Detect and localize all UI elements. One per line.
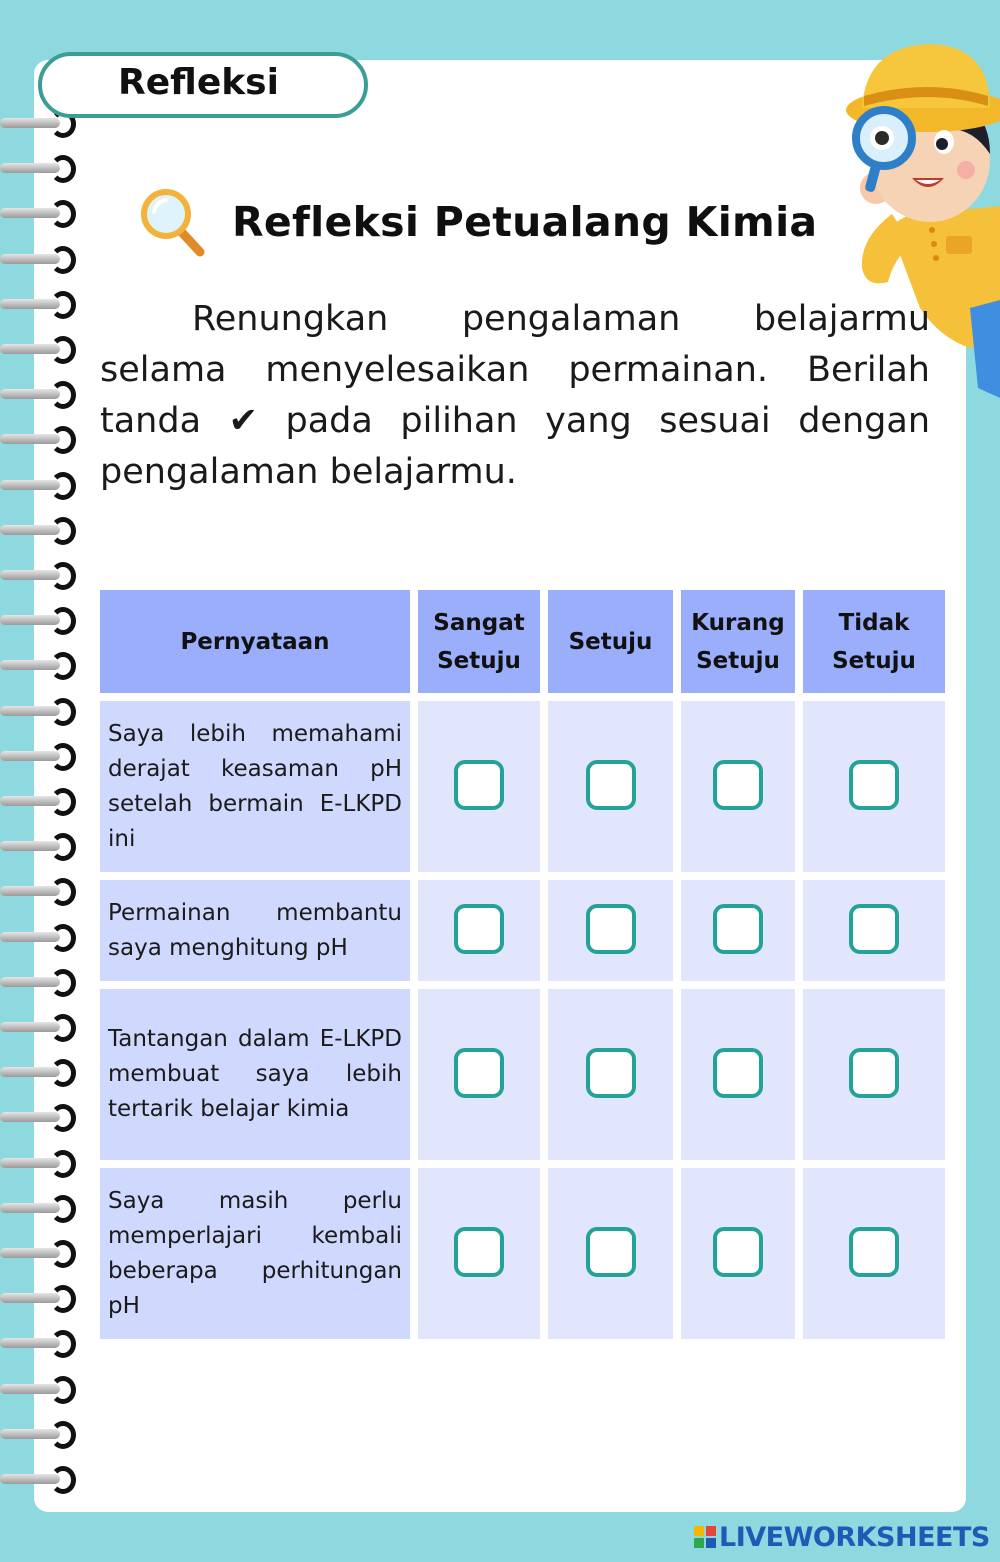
spiral-ring (0, 1195, 78, 1221)
option-cell (548, 880, 673, 981)
spiral-ring (0, 200, 78, 226)
checkbox-strongly-agree[interactable] (454, 1048, 504, 1098)
section-tag-label: Refleksi (118, 62, 279, 103)
spiral-ring (0, 472, 78, 498)
spiral-ring (0, 381, 78, 407)
spiral-ring (0, 1059, 78, 1085)
header-agree: Setuju (548, 590, 673, 693)
table-row (100, 1168, 945, 1339)
liveworksheets-brand (694, 1521, 990, 1553)
checkmark-icon: ✔ (228, 401, 258, 441)
option-cell (418, 989, 540, 1160)
spiral-ring (0, 562, 78, 588)
spiral-ring (0, 607, 78, 633)
table-row (100, 880, 945, 981)
spiral-ring (0, 1376, 78, 1402)
spiral-ring (0, 291, 78, 317)
option-cell (681, 880, 795, 981)
header-less-agree: Kurang Setuju (681, 590, 795, 693)
instruction-text (100, 294, 930, 498)
header-statement: Pernyataan (100, 590, 410, 693)
page-title: Refleksi Petualang Kimia (232, 198, 818, 246)
spiral-ring (0, 788, 78, 814)
instruction-part-1: Renungkan pengalaman belajarmu selama menyelesaikan permainan. Berilah tanda (100, 299, 930, 441)
option-cell (548, 701, 673, 872)
reflection-table (92, 582, 953, 1347)
spiral-ring (0, 1104, 78, 1130)
option-cell (418, 880, 540, 981)
checkbox-disagree[interactable] (849, 760, 899, 810)
spiral-ring (0, 833, 78, 859)
checkbox-less-agree[interactable] (713, 1227, 763, 1277)
checkbox-disagree[interactable] (849, 1227, 899, 1277)
option-cell (681, 1168, 795, 1339)
statement-cell: Tantangan dalam E-LKPD membuat saya lebih tertarik belajar kimia (100, 989, 410, 1160)
spiral-ring (0, 652, 78, 678)
section-tag (38, 52, 368, 118)
statement-cell: Saya masih perlu memperlajari kembali beberapa perhitungan pH (100, 1168, 410, 1339)
spiral-ring (0, 517, 78, 543)
checkbox-less-agree[interactable] (713, 1048, 763, 1098)
checkbox-strongly-agree[interactable] (454, 1227, 504, 1277)
statement-cell: Saya lebih memahami derajat keasaman pH setelah bermain E-LKPD ini (100, 701, 410, 872)
option-cell (681, 701, 795, 872)
spiral-ring (0, 246, 78, 272)
spiral-ring (0, 1466, 78, 1492)
spiral-ring (0, 924, 78, 950)
spiral-ring (0, 1285, 78, 1311)
spiral-ring (0, 155, 78, 181)
option-cell (803, 989, 945, 1160)
brand-name: LIVEWORKSHEETS (719, 1521, 990, 1553)
spiral-ring (0, 1014, 78, 1040)
checkbox-strongly-agree[interactable] (454, 904, 504, 954)
checkbox-agree[interactable] (586, 904, 636, 954)
option-cell (681, 989, 795, 1160)
checkbox-disagree[interactable] (849, 1048, 899, 1098)
option-cell (418, 701, 540, 872)
spiral-ring (0, 426, 78, 452)
checkbox-less-agree[interactable] (713, 760, 763, 810)
option-cell (803, 701, 945, 872)
magnifying-glass-icon (138, 186, 208, 258)
table-row (100, 989, 945, 1160)
checkbox-agree[interactable] (586, 760, 636, 810)
header-disagree: Tidak Setuju (803, 590, 945, 693)
option-cell (548, 989, 673, 1160)
checkbox-agree[interactable] (586, 1227, 636, 1277)
checkbox-agree[interactable] (586, 1048, 636, 1098)
spiral-ring (0, 698, 78, 724)
spiral-ring (0, 1150, 78, 1176)
spiral-ring (0, 1421, 78, 1447)
spiral-binding (0, 110, 80, 1470)
spiral-ring (0, 1330, 78, 1356)
liveworksheets-logo-icon (694, 1526, 716, 1548)
spiral-ring (0, 743, 78, 769)
option-cell (548, 1168, 673, 1339)
spiral-ring (0, 1240, 78, 1266)
spiral-ring (0, 878, 78, 904)
header-strongly-agree: Sangat Setuju (418, 590, 540, 693)
option-cell (803, 880, 945, 981)
checkbox-less-agree[interactable] (713, 904, 763, 954)
table-row (100, 701, 945, 872)
option-cell (803, 1168, 945, 1339)
spiral-ring (0, 336, 78, 362)
instruction-part-2: pada pilihan yang sesuai dengan pengalaman belajarmu. (100, 401, 930, 492)
checkbox-strongly-agree[interactable] (454, 760, 504, 810)
table-header-row (100, 590, 945, 693)
spiral-ring (0, 969, 78, 995)
statement-cell: Permainan membantu saya menghitung pH (100, 880, 410, 981)
option-cell (418, 1168, 540, 1339)
checkbox-disagree[interactable] (849, 904, 899, 954)
